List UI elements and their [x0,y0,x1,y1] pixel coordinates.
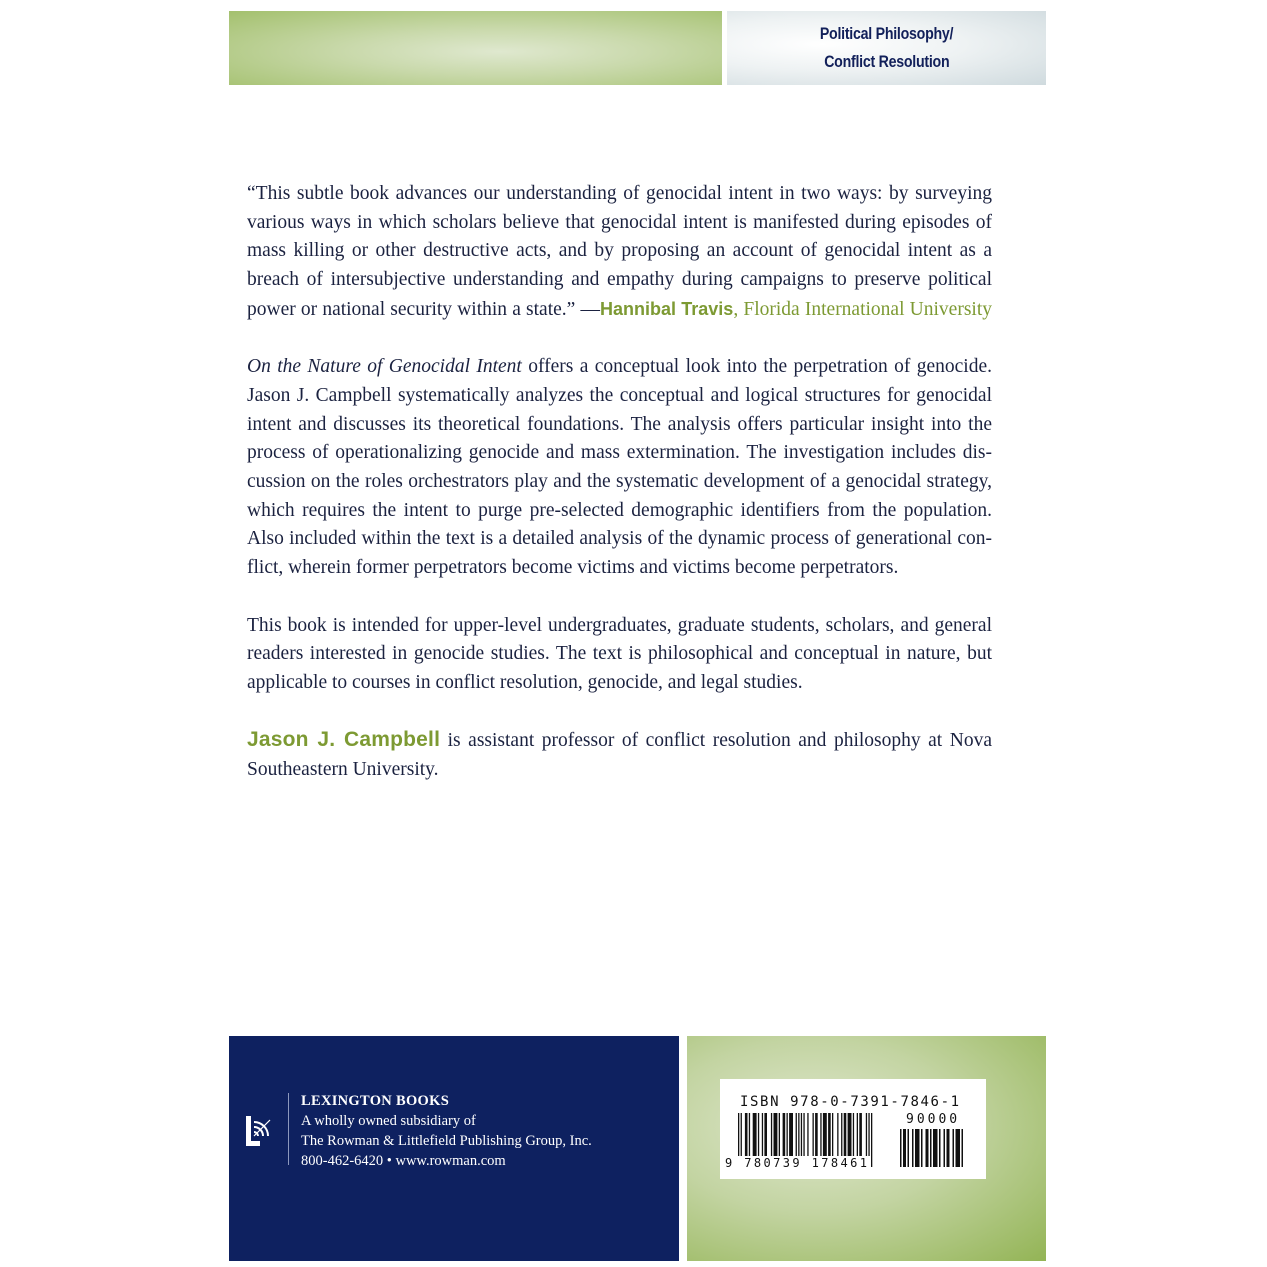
barcode-bar [947,1129,950,1167]
publisher-divider [288,1093,289,1165]
barcode-bar [900,1129,902,1167]
audience-line: This book is intended for upper-level undergraduates, graduate students, scholars, and general [247,614,992,636]
author-bio [247,726,992,784]
publisher-info [301,1091,592,1171]
barcode-bar [871,1113,872,1167]
author-name: Jason J. Campbell [247,728,441,752]
barcode-bar [930,1129,932,1167]
isbn-barcode [720,1079,986,1179]
barcode-bar [926,1129,929,1167]
barcode-bar [933,1129,938,1167]
audience-line: readers interested in genocide studies. The text is philosophical and conceptual in nature, but [247,643,992,665]
barcode-bar [908,1129,910,1167]
publisher-panel [229,1036,679,1261]
lexington-logo-icon [246,1116,274,1146]
description-line: intent and discusses its theoretical foundations. The analysis offers particular insight into the [247,413,992,435]
description-line: Also included within the text is a detailed analysis of the dynamic process of generational con- [247,528,992,550]
barcode-bar [939,1129,941,1167]
price-code: 90000 [906,1112,961,1127]
addon-barcode-bars [900,1129,974,1167]
quote-line: various ways in which scholars believe that genocidal intent is manifested during episodes of [247,211,992,233]
quote-line: mass killing or other destructive acts, and by proposing an account of genocidal intent as a [247,240,992,262]
quote-text-end: power or national security within a state.” — [247,298,600,320]
category-line-1: Political Philosophy/ [819,25,954,43]
author-bio-line: Southeastern University. [247,759,439,781]
back-cover-text [247,180,992,785]
book-title: On the Nature of Genocidal Intent [247,356,522,378]
barcode-bar [912,1129,914,1167]
publisher-parent: The Rowman & Littlefield Publishing Group, Inc. [301,1133,592,1149]
publisher-subsidiary: A wholly owned subsidiary of [301,1113,476,1129]
barcode-bar [956,1129,961,1167]
barcode-digit-text: 9 780739 178461 [725,1156,870,1170]
barcode-bar [962,1129,964,1167]
barcode-bar [915,1129,920,1167]
description-first-line-rest: offers a conceptual look into the perpetration of genocide. [521,356,992,378]
endorsement-quote [247,180,992,325]
header-green-band [229,11,722,85]
audience-line: applicable to courses in conflict resolution, genocide, and legal studies. [247,671,803,693]
barcode-digits [724,1156,870,1170]
publisher-contact: 800-462-6420 • www.rowman.com [301,1153,506,1169]
book-description [247,353,992,583]
author-bio-line [247,726,992,756]
barcode-bar [903,1129,906,1167]
barcode-bar [953,1129,955,1167]
endorser-name: Hannibal Travis [599,298,734,319]
audience-paragraph [247,612,992,698]
quote-line: breach of intersubjective understanding and empathy during campaigns to preserve political [247,269,992,291]
description-line: which requires the intent to purge pre-selected demographic identifiers from the population. [247,499,992,521]
isbn-number: ISBN 978-0-7391-7846-1 [740,1094,961,1110]
description-line: flict, wherein former perpetrators become victims and victims become perpetrators. [247,557,899,579]
author-bio-rest: is assistant professor of conflict resolution and philosophy at Nova [440,730,992,752]
category-label [727,11,1046,85]
category-line-2: Conflict Resolution [823,53,950,71]
description-line: Jason J. Campbell systematically analyzes the conceptual and logical structures for genocidal [247,384,992,406]
quote-line-final [247,295,992,325]
barcode-bar [921,1129,923,1167]
endorser-affiliation: , Florida International University [733,298,992,320]
barcode-bar [944,1129,946,1167]
description-line [247,353,992,382]
description-line: process of operationalizing genocide and mass extermination. The investigation includes dis- [247,442,992,464]
description-line: cussion on the roles orchestrators play and the systematic development of a genocidal strategy, [247,471,992,493]
publisher-name: LEXINGTON BOOKS [301,1093,450,1109]
quote-line: “This subtle book advances our understanding of genocidal intent in two ways: by surveying [247,183,992,204]
barcode-panel [687,1036,1046,1261]
